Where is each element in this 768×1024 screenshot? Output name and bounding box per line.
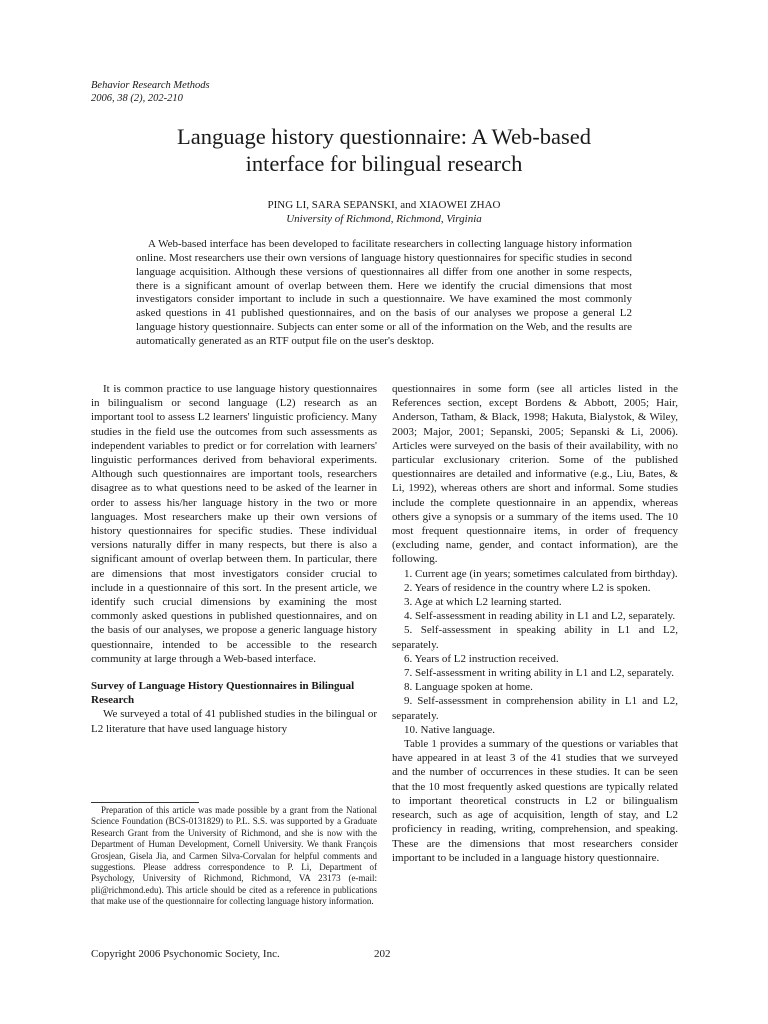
article-title [60, 123, 708, 177]
list-item: 2. Years of residence in the country where L2 is spoken. [404, 581, 651, 594]
title-line-1: Language history questionnaire: A Web-based [177, 124, 591, 149]
continuation-paragraph: questionnaires in some form (see all articles listed in the References section, except Bordens & Abbott, 2005; Hair, Anderson, Tatham, & Black, 1998; Hakuta, Bialystok, & Wiley, 2003; Major, 2001; Sepanski, 2005; Sepanski & Li, 2006). Articles were surveyed on the basis of their availability, with no particular exclusionary criterion. Some of the published questionnaires are detailed and informative (e.g., Liu, Bates, & Li, 1992), whereas others are short and informal. Some studies include the complete questionnaire in an appendix, whereas others give a synopsis or a summary of the items used. The 10 most frequent questionnaire items, in order of frequency (excluding name, gender, and contact information), are the following. [392, 383, 678, 566]
list-item: 9. Self-assessment in comprehension ability in L1 and L2, separately. [392, 695, 678, 722]
list-item: 5. Self-assessment in speaking ability in L1 and L2, separately. [392, 624, 678, 651]
copyright: Copyright 2006 Psychonomic Society, Inc. [91, 948, 280, 960]
footnote: Preparation of this article was made possible by a grant from the National Science Foundation (BCS-0131829) to P.L. S.S. was supported by a Graduate Research Grant from the University of Richmond, and she is now with the Department of Human Development, Cornell University. We thank François Grosjean, Gisela Jia, and Carmen Silva-Corvalan for helpful comments and suggestions. Please address correspondence to P. Li, Department of Psychology, University of Richmond, Richmond, VA 23173 (e-mail: pli@richmond.edu). This article should be cited as a reference in publications that make use of the questionnaire for collecting language history information. [91, 805, 377, 907]
list-item: 6. Years of L2 instruction received. [404, 652, 559, 665]
table-paragraph: Table 1 provides a summary of the questions or variables that have appeared in at least 3 of the 41 studies that we surveyed and the number of occurrences in these studies. It can be seen that the 10 most frequently asked questions are typically related to important theoretical constructs in L2 or bilingualism research, such as age of acquisition, length of stay, and L2 proficiency in reading, writing, comprehension, and speaking. These are the dimensions that most researchers consider important to be included in a language history questionnaire. [392, 738, 678, 864]
footnote-divider [91, 802, 199, 803]
list-item: 8. Language spoken at home. [404, 681, 533, 694]
page-number: 202 [374, 948, 391, 960]
intro-paragraph: It is common practice to use language history questionnaires in bilingualism or second language (L2) research as an important tool to assess L2 learners' linguistic proficiency. Many studies in the field use the outcomes from such assessments as independent variables to predict or for correlation with learners' linguistic performances derived from behavioral experiments. Although such questionnaires are important tools, researchers disagree as to what questions need to be asked of the learner in order to assess his/her language history in the two or more languages. Most researchers make up their own versions of history questionnaires for specific studies. These individual versions naturally differ in many respects, but there is also a significant amount of overlap between them. In particular, there are dimensions that most investigators consider crucial to include in a questionnaire of this sort. In the present article, we identify such crucial dimensions by examining the most commonly asked questions in published questionnaires, and on the basis of our analyses, we propose a generic language history questionnaire, intended to be accessible to the research community at large through a Web-based interface. [91, 383, 377, 665]
left-column [91, 382, 377, 736]
list-item: 3. Age at which L2 learning started. [404, 596, 562, 609]
title-line-2: interface for bilingual research [245, 151, 523, 176]
journal-header [91, 79, 210, 105]
list-item: 10. Native language. [404, 723, 496, 736]
right-column [392, 382, 678, 865]
list-item: 4. Self-assessment in reading ability in L1 and L2, separately. [404, 610, 676, 623]
journal-citation: 2006, 38 (2), 202-210 [91, 93, 183, 104]
survey-paragraph: We surveyed a total of 41 published studies in the bilingual or L2 literature that have used language history [91, 708, 377, 735]
list-item: 1. Current age (in years; sometimes calculated from birthday). [404, 567, 678, 580]
section-heading: Survey of Language History Questionnaires in Bilingual Research [91, 680, 355, 707]
affiliation: University of Richmond, Richmond, Virginia [286, 213, 482, 225]
authors: PING LI, SARA SEPANSKI, and XIAOWEI ZHAO [267, 199, 501, 211]
abstract: A Web-based interface has been developed to facilitate researchers in collecting language history information online. Most researchers use their own versions of language history questionnaires for specific studies in second language acquisition. Although these versions of questionnaires all differ from one another in some respects, there is a significant amount of overlap between them. Here we identify the crucial dimensions that most investigators consider important to include in such a questionnaire. We have examined the most commonly asked questions in 41 published questionnaires, and on the basis of our analyses we propose a general L2 language history questionnaire. Subjects can enter some or all of the information on the Web, and the results are automatically generated as an RTF output file on the user's desktop. [136, 238, 632, 347]
journal-name: Behavior Research Methods [91, 80, 210, 91]
list-item: 7. Self-assessment in writing ability in L1 and L2, separately. [404, 667, 674, 680]
